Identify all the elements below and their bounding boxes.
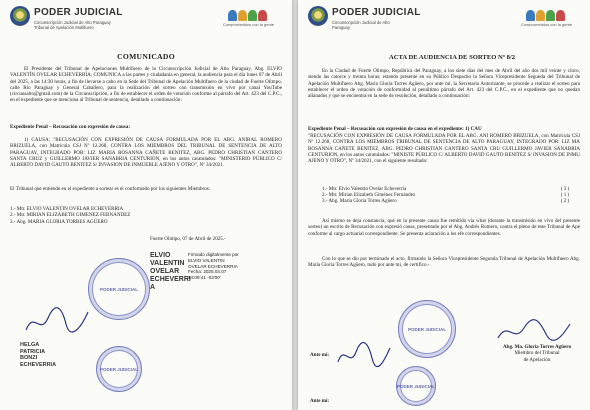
org-subtitle-line-2: Tribunal de Apelación Multifuero <box>34 25 94 30</box>
member-item: 1.- Mtr. ELVIO VALENTIN OVELAR ECHEVERRIA <box>10 206 124 212</box>
vote-order-list <box>322 186 580 205</box>
official-seal: PODER JUDICIAL <box>398 300 456 358</box>
org-name: PODER JUDICIAL <box>332 7 421 18</box>
constancia-paragraph: Así mismo se deja constancia, que en la presente causa fue remitido vía what (durante la transmisión en vivo del presente sorteo) un escrito de Recusación con expresió causa, presentado por el Abg. Andrés Romero, contra el pleno de este Tribunal de Ape conforme al cargo actuarial correspondiente. Se presenta aclaración a los efe correspondientes. <box>308 218 580 237</box>
people-logo-icon <box>228 8 276 20</box>
expediente-heading: Expediente Penal – Recusación con expresión de causa: <box>10 124 131 130</box>
expediente-heading: Expediente Penal – Recusación con expresión de causa en el expediente: 1) CAU <box>308 126 482 132</box>
signer-role: Miembro del Tribunal <box>514 350 560 357</box>
org-subtitle-line-2: Paraguay <box>332 25 350 30</box>
document-title: COMUNICADO <box>117 52 175 61</box>
handwritten-signature <box>22 300 92 340</box>
member-item: 2.- Mtr. MIRIAN ELIZABETH GIMENEZ FERNANDEZ <box>10 212 131 219</box>
vote-row: 3.- Abg. María Gloria Torres Agüero ( 2 ) <box>322 198 570 205</box>
slogan: Comprometidos con la gente <box>520 22 572 27</box>
slogan: Comprometidos con la gente <box>222 22 274 27</box>
member-item: 3.- Abg. MARIA GLORIA TORRES AGÜERO <box>10 218 108 225</box>
digital-signature-block: Firmado digitalmente por ELVIO VALENTIN OVELAR ECHEVERRIA Fecha: 2025.04.07 14:09:41 -03'00' <box>188 252 239 281</box>
ante-mi-label: Ante mí: <box>310 352 330 358</box>
org-name: PODER JUDICIAL <box>34 7 123 18</box>
letterhead <box>308 6 580 40</box>
signer-name: Abg. Ma. Gloria Torres Agüero <box>502 344 571 350</box>
ante-mi-label-2: Ante mí: <box>310 398 330 404</box>
signer-name: ELVIO VALENTIN OVELAR ECHEVERRI A <box>150 252 191 291</box>
intro-paragraph: En la Ciudad de Fuerte Olimpo, República del Paraguay, a los siete días del mes de Abril del año dos mil veinte y cinco, siendo las catorce y treinta horas; estando presente en su Público Despacho la Señora Vicepresidente Segunda del Tribunal de Apelación Multifuero Abg. María Gloria Torres Agüero, por ante mí, la Secretaria Autorizante, se procede a realizar el sorteo para establecer el orden de votación de conformidad al penúltimo párrafo del Art. 423 del C.P.C., en el expediente que no quedan allanados y que se encuentra en la sede de resolución, detallado a continuación: <box>308 68 580 100</box>
people-logo-icon <box>526 8 574 20</box>
org-subtitle-line-1: Circunscripción Judicial de Alto <box>332 20 390 25</box>
vote-row: 2.- Mtr. Mirian Elizabeth Giménez Fernández ( 1 ) <box>322 192 570 199</box>
members-list <box>10 206 282 225</box>
secretary-name: HELGA PATRICIA BONZI ECHEVERRIA <box>20 342 57 368</box>
judicial-crest-icon <box>308 6 328 26</box>
org-subtitle-line-1: Circunscripción Judicial de Alto Paraguay <box>34 20 111 25</box>
official-seal-secondary: PODER JUDICIAL <box>396 366 436 406</box>
acta-page <box>298 0 590 410</box>
official-seal-secondary: PODER JUDICIAL <box>96 346 142 392</box>
org-subtitle <box>332 20 390 30</box>
vote-row: 1.- Mtr. Elvio Valentín Ovelar Echeverría ( 3 ) <box>322 186 570 192</box>
intro-paragraph: El Presidente del Tribunal de Apelaciones Multifuero de la Circunscripción Judicial de Alto Paraguay, Abg. ELVIO VALENTÍN OVELAR ECHEVERRÍA, COMUNICA a las partes y ciudadanía en general, la audiencia para el día lunes 07 de Abril del 2025, a las 14:30 horas, a fin de llevarse a cabo en la Sede del Tribunal de Apelación Multifuero de la ciudad de Fuerte Olimpo, calle Río Paraguay y General Caballero, para la realización del sorteo con transmisión en vivo por canal YouTube (circunsalto@gmail.com) de la Circunscripción, a fin de establecer el orden de votación conforme al párrafo del Art. 423 del C.P.C., en el expediente que se menciona al Tribunal de sentencia, detallado a continuación: <box>10 66 282 104</box>
case-description: "RECUSACIÓN CON EXPRESIÓN DE CAUSA FORMULADA POR EL ABG. ANI ROMERO BRIZUELA, con Matrícula CSJ Nº 12.268, CONTRA LOS MIEMBROS TRIBUNAL DE SENTENCIA DE ALTO PARAGUAY, INTEGRADO POR: LIZ MA ROSANNA CAÑETE BENITEZ, ABG. PEDRO CHRISTIAN CANTERO SANTA CRU GUILLERMO JAVIER SANABRIA CENTURION, en los autos caratulados: "MINISTE PÚBLICO C/ ALBERTO DAVID GAUTO BENITEZ S/ INVASION DE INMU AJENO Y OTRO", Nº 34/2021, con el siguiente resultado: <box>308 133 580 165</box>
place-date: Fuerte Olimpo, 07 de Abril de 2025.- <box>150 236 226 242</box>
handwritten-signature <box>334 338 394 372</box>
judicial-crest-icon <box>10 6 30 26</box>
document-title: ACTA DE AUDIENCIA DE SORTEO Nº 8/2 <box>388 54 516 61</box>
letterhead <box>10 6 282 40</box>
signer-role-2: de Apelación <box>523 356 551 363</box>
case-description: 1) CAUSA: "RECUSACIÓN CON EXPRESIÓN DE CAUSA FORMULADA POR EL ABG. ANIBAL ROMERO BRIZUELA, con Matrícula CSJ Nº 12.268, CONTRA LOS MIEMBROS DEL TRIBUNAL DE SENTENCIA DE ALTO PARAGUAY, INTEGRADO POR: LIZ MARIA ROSANNA CAÑETE BENITEZ, ABG. PEDRO CHRISTIAN CANTERO SANTA CRUZ y GUILLERMO JAVIER SANABRIA CENTURION, en los autos caratulados: "MINISTERIO PÚBLICO C/ ALBERTO DAVID GAUTO BENITEZ S/ INVASION DE INMUEBLE AJENO Y OTRO", Nº 34/2021. <box>10 137 282 169</box>
handwritten-signature-2 <box>494 316 574 346</box>
comunicado-page <box>0 0 292 410</box>
official-seal: PODER JUDICIAL <box>88 258 150 320</box>
closing-paragraph: Con lo que se dio por terminado el acto, firmando la Señora Vicepresidente Segunda Tribunal de Apelación Multifuero Abg. María Gloria Torres Agüero, todo por ante mí, de certifico.- <box>308 256 580 269</box>
signer-block <box>494 344 580 363</box>
org-subtitle <box>34 20 111 30</box>
tribunal-paragraph: El Tribunal que entiende en el expediente a sortear es el conformado por los siguientes Miembros: <box>10 186 211 192</box>
